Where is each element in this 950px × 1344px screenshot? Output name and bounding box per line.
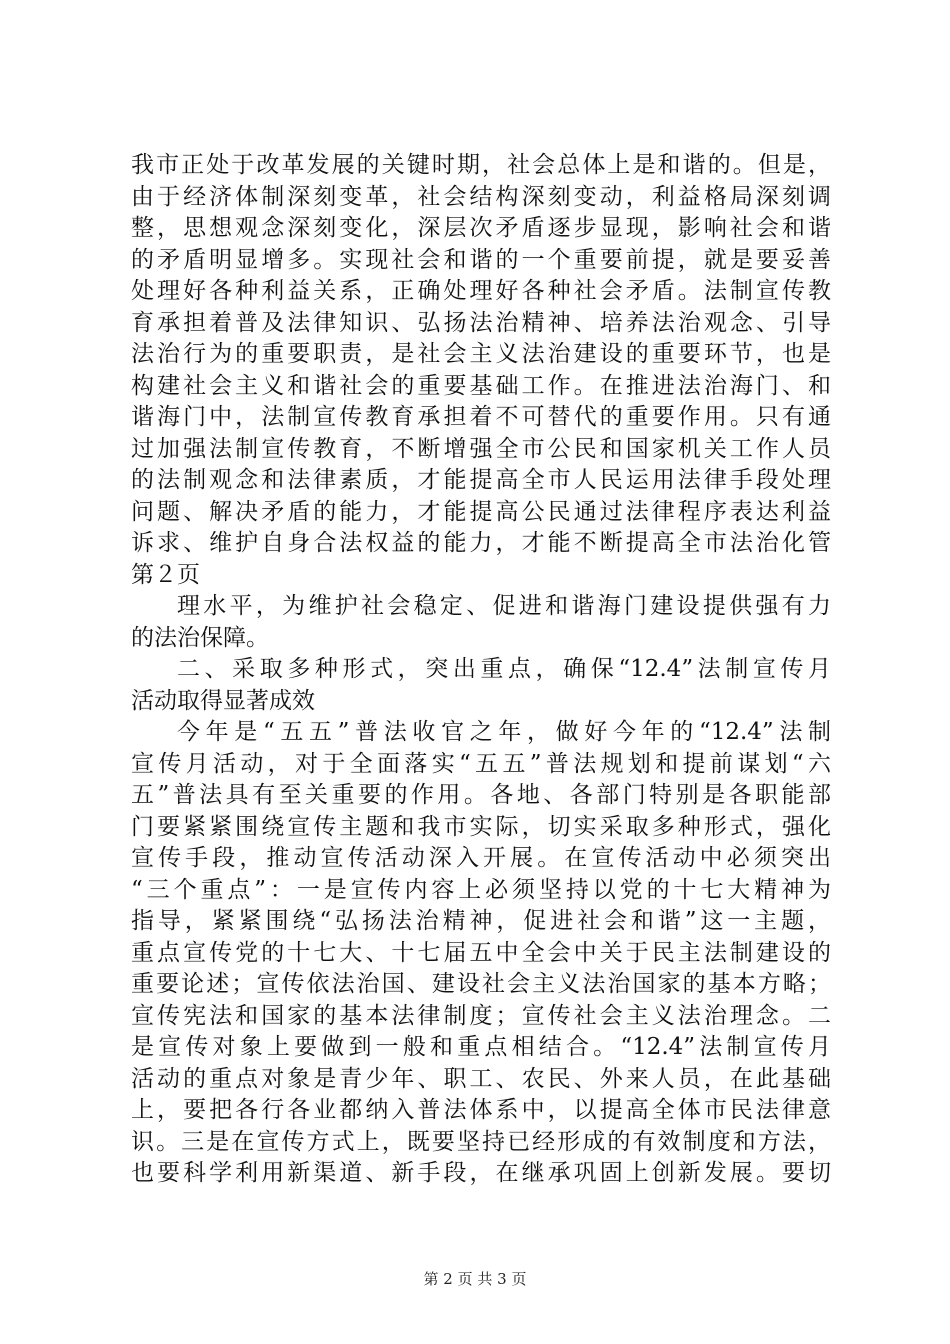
text-line: 整，思想观念深刻变化，深层次矛盾逐步显现，影响社会和谐 [131, 215, 831, 241]
page-footer: 第 2 页 共 3 页 [423, 1270, 527, 1288]
text-line: 今年是“五五”普法收官之年，做好今年的“12.4”法制 [177, 719, 831, 745]
text-line: 上，要把各行各业都纳入普法体系中，以提高全体市民法律意 [131, 1097, 831, 1123]
text-line: 识。三是在宣传方式上，既要坚持已经形成的有效制度和方法， [131, 1128, 831, 1155]
text-line: 宣传月活动，对于全面落实“五五”普法规划和提前谋划“六 [131, 750, 831, 777]
text-line: 问题、解决矛盾的能力，才能提高公民通过法律程序表达利益 [131, 498, 831, 525]
text-line: 由于经济体制深刻变革，社会结构深刻变动，利益格局深刻调 [131, 183, 831, 210]
text-line: 构建社会主义和谐社会的重要基础工作。在推进法治海门、和 [131, 372, 831, 399]
text-line: 也要科学利用新渠道、新手段，在继承巩固上创新发展。要切 [131, 1160, 831, 1186]
document-body [131, 150, 831, 1190]
text-line: 指导，紧紧围绕“弘扬法治精神，促进社会和谐”这一主题， [131, 908, 831, 934]
inline-page-marker: 第２页 [131, 561, 200, 588]
text-line: 处理好各种利益关系，正确处理好各种社会矛盾。法制宣传教 [131, 278, 831, 304]
text-line: 谐海门中，法制宣传教育承担着不可替代的重要作用。只有通 [131, 404, 831, 430]
text-line: 活动的重点对象是青少年、职工、农民、外来人员，在此基础 [131, 1065, 831, 1092]
text-line: 的法制观念和法律素质，才能提高全市人民运用法律手段处理 [131, 467, 831, 493]
text-line: 理水平，为维护社会稳定、促进和谐海门建设提供强有力 [177, 593, 831, 619]
text-line: 过加强法制宣传教育，不断增强全市公民和国家机关工作人员 [131, 435, 831, 462]
text-line: 诉求、维护自身合法权益的能力，才能不断提高全市法治化管 [131, 530, 831, 556]
text-line: 育承担着普及法律知识、弘扬法治精神、培养法治观念、引导 [131, 309, 831, 336]
text-line: 是宣传对象上要做到一般和重点相结合。“12.4”法制宣传月 [131, 1034, 831, 1060]
text-line: “三个重点”：一是宣传内容上必须坚持以党的十七大精神为 [131, 876, 831, 903]
text-line: 宣传手段，推动宣传活动深入开展。在宣传活动中必须突出 [131, 845, 831, 871]
text-line: 重点宣传党的十七大、十七届五中全会中关于民主法制建设的 [131, 939, 831, 966]
text-line: 重要论述；宣传依法治国、建设社会主义法治国家的基本方略； [131, 971, 831, 997]
text-line: 的法治保障。 [131, 624, 269, 651]
text-line: 活动取得显著成效 [131, 687, 315, 714]
text-line: 法治行为的重要职责，是社会主义法治建设的重要环节，也是 [131, 341, 831, 367]
text-line: 宣传宪法和国家的基本法律制度；宣传社会主义法治理念。二 [131, 1002, 831, 1029]
text-line: 二、采取多种形式，突出重点，确保“12.4”法制宣传月 [177, 656, 831, 682]
text-line: 的矛盾明显增多。实现社会和谐的一个重要前提，就是要妥善 [131, 246, 831, 273]
text-line: 五”普法具有至关重要的作用。各地、各部门特别是各职能部 [131, 782, 831, 808]
text-line: 我市正处于改革发展的关键时期，社会总体上是和谐的。但是， [131, 152, 831, 178]
text-line: 门要紧紧围绕宣传主题和我市实际，切实采取多种形式，强化 [131, 813, 831, 840]
